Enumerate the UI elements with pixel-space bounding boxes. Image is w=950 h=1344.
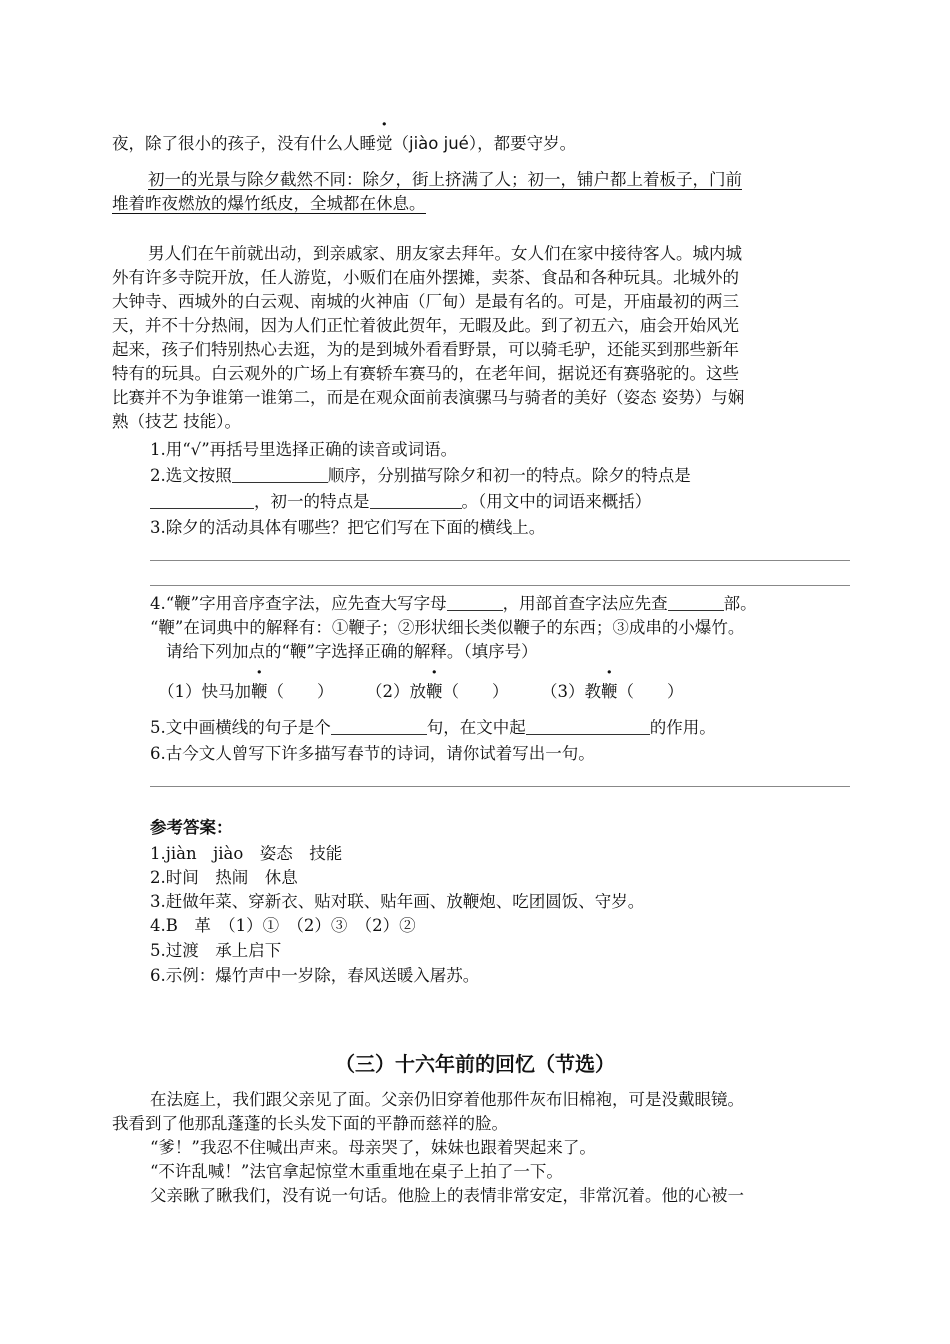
answer-item: 1.jiàn jiào 姿态 技能 [150, 844, 343, 863]
section3-line: 在法庭上，我们跟父亲见了面。父亲仍旧穿着他那件灰布旧棉袍，可是没戴眼镜。 [150, 1090, 744, 1109]
option-2-blank[interactable]: （ ） [442, 682, 509, 701]
p3-line: 天，并不十分热闹，因为人们正忙着彼此贺年，无暇及此。到了初五六，庙会开始风光 [112, 316, 739, 335]
option-1-label: （1）快马加 [158, 682, 251, 701]
q2-text-c: ，初一的特点是 [254, 492, 370, 511]
q4-text-b: ，用部首查字法应先查 [502, 594, 668, 613]
underlined-sentence-1: 初一的光景与除夕截然不同：除夕，街上挤满了人；初一，铺户都上着板子，门前 [148, 170, 742, 189]
p1-text: 夜，除了很小的孩子，没有什么人睡 [112, 134, 376, 153]
pinyin-choice: （jiào jué） [392, 134, 478, 153]
section3-line: 父亲瞅了瞅我们，没有说一句话。他脸上的表情非常安定，非常沉着。他的心被一 [150, 1186, 744, 1205]
answer-line[interactable] [150, 786, 850, 787]
answer-item: 4.B 革 （1）① （2）③ （2）② [150, 916, 416, 935]
answer-blank[interactable] [370, 492, 462, 509]
question-4-line-1 [150, 592, 757, 616]
paragraph-1 [112, 132, 576, 156]
answer-blank[interactable] [232, 466, 328, 483]
section3-line: “不许乱喊！”法官拿起惊堂木重重地在桌子上拍了一下。 [150, 1162, 563, 1181]
q4-text-c: 部。 [723, 594, 757, 613]
p3-line: 特有的玩具。白云观外的广场上有赛轿车赛马的，在老年间，据说还有赛骆驼的。这些 [112, 364, 739, 383]
question-4-line-3: 请给下列加点的“鞭”字选择正确的解释。（填序号） [166, 642, 538, 661]
answer-item: 5.过渡 承上启下 [150, 941, 282, 960]
answer-blank[interactable] [331, 718, 427, 735]
q2-text-b: 顺序，分别描写除夕和初一的特点。除夕的特点是 [327, 466, 691, 485]
p3-line: 熟（技艺 技能）。 [112, 412, 241, 431]
question-2-line-1 [150, 464, 691, 488]
paragraph-2-line-1 [148, 168, 742, 192]
p3-line: 起来，孩子们特别热心去逛，为的是到城外看看野景，可以骑毛驴，还能买到那些新年 [112, 340, 739, 359]
option-1-blank[interactable]: （ ） [267, 682, 334, 701]
question-2-line-2 [150, 490, 651, 514]
question-5 [150, 716, 716, 740]
p3-line: 男人们在午前就出动，到亲戚家、朋友家去拜年。女人们在家中接待客人。城内城 [148, 244, 742, 263]
dotted-char-bian: 鞭 [601, 682, 618, 701]
section3-line: “爹！”我忍不住喊出声来。母亲哭了，妹妹也跟着哭起来了。 [150, 1138, 596, 1157]
answer-blank[interactable] [526, 718, 650, 735]
underlined-sentence-2: 堆着昨夜燃放的爆竹纸皮，全城都在休息。 [112, 194, 426, 213]
answer-blank[interactable] [447, 594, 503, 611]
p3-line: 大钟寺、西城外的白云观、南城的火神庙（厂甸）是最有名的。可是，开庙最初的两三 [112, 292, 739, 311]
answer-line[interactable] [150, 585, 850, 586]
answers-heading: 参考答案： [150, 818, 233, 837]
q4-text-a: 4.“鞭”字用音序查字法，应先查大写字母 [150, 594, 447, 613]
q5-text-a: 5.文中画横线的句子是个 [150, 718, 331, 737]
question-1: 1.用“√”再括号里选择正确的读音或词语。 [150, 440, 458, 459]
p3-line: 比赛并不为争谁第一谁第二，而是在观众面前表演骡马与骑者的美好（姿态 姿势）与娴 [112, 388, 745, 407]
question-6: 6.古今文人曾写下许多描写春节的诗词，请你试着写出一句。 [150, 744, 595, 763]
dotted-char-jue: 觉 [376, 134, 393, 153]
paragraph-2-line-2 [112, 192, 426, 216]
option-3-label: （3）教 [541, 682, 601, 701]
question-4-options [158, 680, 684, 704]
dotted-char-bian: 鞭 [426, 682, 443, 701]
option-2-label: （2）放 [366, 682, 426, 701]
answer-item: 3.赶做年菜、穿新衣、贴对联、贴年画、放鞭炮、吃团圆饭、守岁。 [150, 892, 645, 911]
answer-blank[interactable] [150, 492, 254, 509]
q5-text-c: 的作用。 [649, 718, 716, 737]
q2-text-d: 。（用文中的词语来概括） [461, 492, 652, 511]
question-4-line-2: “鞭”在词典中的解释有：①鞭子；②形状细长类似鞭子的东西；③成串的小爆竹。 [150, 618, 745, 637]
p1-text-end: ，都要守岁。 [477, 134, 577, 153]
q5-text-b: 句，在文中起 [426, 718, 526, 737]
section3-line: 我看到了他那乱蓬蓬的长头发下面的平静而慈祥的脸。 [112, 1114, 508, 1133]
answer-item: 6.示例：爆竹声中一岁除，春风送暖入屠苏。 [150, 966, 480, 985]
answer-item: 2.时间 热闹 休息 [150, 868, 298, 887]
section-title: （三）十六年前的回忆（节选） [335, 1052, 615, 1076]
p3-line: 外有许多寺院开放，任人游览，小贩们在庙外摆摊，卖茶、食品和各种玩具。北城外的 [112, 268, 739, 287]
answer-blank[interactable] [668, 594, 724, 611]
answer-line[interactable] [150, 560, 850, 561]
dotted-char-bian: 鞭 [251, 682, 268, 701]
option-3-blank[interactable]: （ ） [617, 682, 684, 701]
q2-text-a: 2.选文按照 [150, 466, 232, 485]
question-3: 3.除夕的活动具体有哪些？把它们写在下面的横线上。 [150, 518, 546, 537]
